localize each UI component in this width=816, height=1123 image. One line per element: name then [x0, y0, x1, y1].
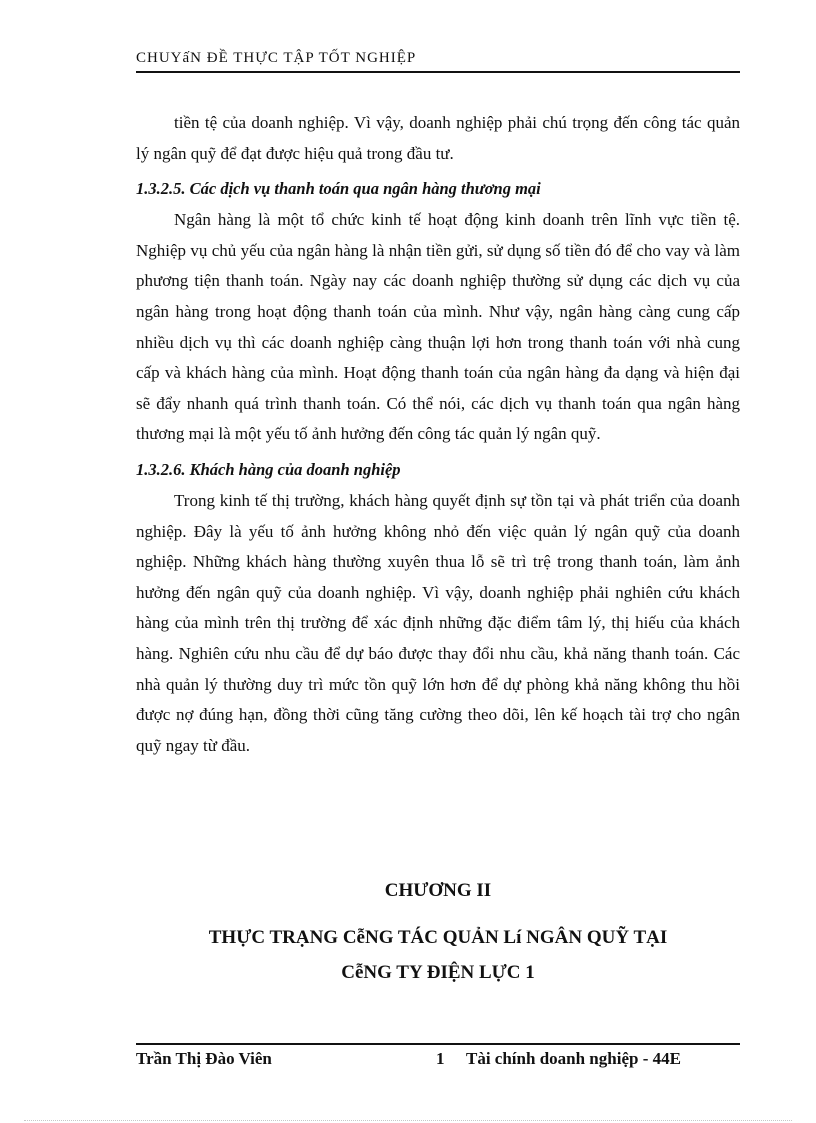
chapter-number: CHƯƠNG II	[384, 880, 492, 901]
document-body	[136, 108, 740, 761]
header-divider	[136, 71, 740, 73]
paragraph-customers: Trong kinh tế thị trường, khách hàng quyết định sự tồn tại và phát triển của doanh nghiệp. Đây là yếu tố ảnh hưởng không nhỏ đến việc quản lý ngân quỹ của doanh nghiệp. Những khách hàng thường xuyên thua lỗ sẽ trì trệ trong thanh toán, làm ảnh hưởng đến ngân quỹ của doanh nghiệp. Vì vậy, doanh nghiệp phải nghiên cứu khách hàng của mình trên thị trường để xác định những đặc điểm tâm lý, thị hiếu của khách hàng. Nghiên cứu nhu cầu để dự báo được thay đổi nhu cầu, khả năng thanh toán. Các nhà quản lý thường duy trì mức tồn quỹ lớn hơn để dự phòng khả năng không thu hồi được nợ đúng hạn, đồng thời cũng tăng cường theo dõi, lên kế hoạch tài trợ cho ngân quỹ ngay từ đầu.	[136, 490, 740, 755]
chapter-title-line-2: CễNG TY ĐIỆN LỰC 1	[341, 962, 535, 983]
section-heading-banking-services: 1.3.2.5. Các dịch vụ thanh toán qua ngân hàng thương mại	[136, 179, 541, 199]
paragraph-banking-services: Ngân hàng là một tổ chức kinh tế hoạt động kinh doanh trên lĩnh vực tiền tệ. Nghiệp vụ chủ yếu của ngân hàng là nhận tiền gửi, sử dụng số tiền đó để cho vay và làm phương tiện thanh toán. Ngày nay các doanh nghiệp thường sử dụng các dịch vụ của ngân hàng trong hoạt động thanh toán của mình. Như vậy, ngân hàng càng cung cấp nhiều dịch vụ thì các doanh nghiệp càng thuận lợi hơn trong thanh toán với nhà cung cấp và khách hàng của mình. Hoạt động thanh toán của ngân hàng đa dạng và hiện đại sẽ đẩy nhanh quá trình thanh toán. Có thể nói, các dịch vụ thanh toán qua ngân hàng thương mại là một yếu tố ảnh hưởng đến công tác quản lý ngân quỹ.	[136, 210, 740, 444]
footer-page-number: 1	[436, 1049, 445, 1068]
footer-divider	[136, 1043, 740, 1045]
footer-author: Trần Thị Đào Viên	[136, 1049, 272, 1068]
running-header: CHUYấN ĐỀ THỰC TẬP TỐT NGHIỆP	[136, 50, 417, 66]
section-heading-customers: 1.3.2.6. Khách hàng của doanh nghiệp	[136, 459, 401, 479]
footer-course: Tài chính doanh nghiệp - 44E	[466, 1049, 681, 1068]
intro-paragraph: tiền tệ của doanh nghiệp. Vì vậy, doanh nghiệp phải chú trọng đến công tác quản lý ngân quỹ để đạt được hiệu quả trong đầu tư.	[136, 113, 740, 163]
chapter-title-line-1: THỰC TRẠNG CễNG TÁC QUẢN Lí NGÂN QUỸ TẠI	[208, 927, 668, 948]
page-edge-dots	[24, 1120, 792, 1121]
